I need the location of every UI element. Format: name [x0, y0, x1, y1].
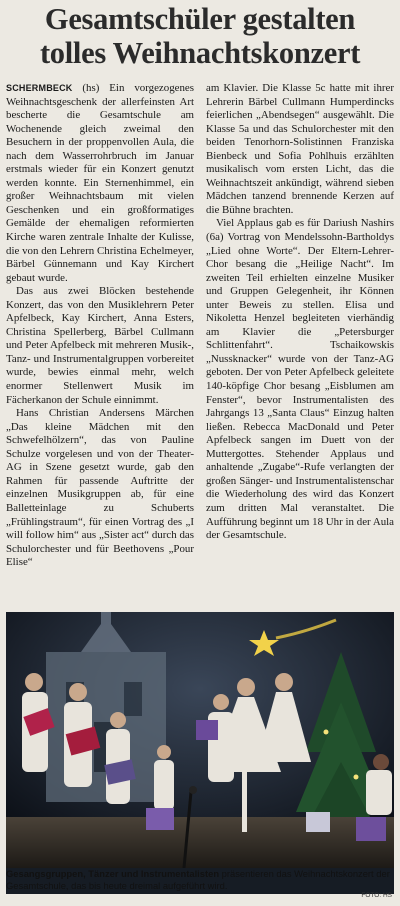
paragraph-2: Das aus zwei Blöcken bestehende Konzert, das von den Musiklehrern Peter Apfelbeck, Kay Kirchert, Anna Esters, Christina Spellerberg, Bärbel Cullmann und Peter Apfelbeck mit mehreren Musik-, Tanz- und Instrumentalgruppen vorbereitet wurde, bewies einmal mehr, welch enormer Stellenwert Musik im Fächerkanon der Schule einnimmt.	[6, 285, 194, 406]
headline-line-2: tolles Weihnachtskonzert	[39, 36, 361, 70]
paragraph-3: Hans Christian Andersens Märchen „Das kleine Mädchen mit den Schwefelhölzern“, das von Pauline Schulze vorgelesen und von der Theater-AG in Szene gesetzt wurde, gab den Rahmen für passende Auftritte der einzelnen Musikgruppen ab, für eine Balletteinlage zu Schuberts „Frühlingstraum“, für einen Vortrag des „I will follow him“ aus „Sister act“ durch das Schulorchester und für Beethovens „Pour Elise“	[6, 407, 194, 569]
dateline: SCHERMBECK	[6, 83, 73, 93]
headline	[6, 2, 394, 70]
headline-line-1: Gesamtschüler gestalten	[44, 2, 356, 36]
article-column-right	[206, 82, 394, 543]
caption-bold: Gesangsgruppen, Tänzer und Instrumentalisten	[6, 868, 220, 879]
photo-caption	[6, 868, 394, 892]
photo-credit: FOTO: HS	[361, 892, 392, 899]
caption-text: präsentieren das Weihnachtskonzert der Gesamtschule, das bis heute dreimal aufgeführt wird.	[6, 868, 390, 891]
paragraph-4: am Klavier. Die Klasse 5c hatte mit ihrer Lehrerin Bärbel Cullmann Humperdincks feierlichen „Abendsegen“ ausgewählt. Die Klasse 5a und das Schulorchester mit den beiden Tenorhorn-Solistinnen Franziska Bienbeck und Sofia Pohlhuis erzählten musikalisch vom ersten Licht, das die Weihnachtszeit ankündigt, während sieben Mädchen tanzend brennende Kerzen auf die Bühne brachten.	[206, 82, 394, 216]
concert-photo	[6, 612, 394, 894]
article-column-left	[6, 82, 194, 570]
paragraph-1-text: (hs) Ein vorgezogenes Weihnachtsgeschenk der allerfeinsten Art bescherte die Gesamtschule am Wochenende gleich zweimal den Besuchern in der proppenvollen Aula, die nach dem Wasserrohrbruch im Januar erstmals wieder für ein Konzert genutzt werden konnte. Ein Sternenhimmel, ein großer Weihnachtsbaum mit vielen Geschenken und ein großformatiges Gemälde der ehemaligen reformierten Kirche waren zentrale Inhalte der Kulisse, die von den Lehrern Christina Echelmeyer, Bärbel Günnemann und Kay Kirchert gebaut wurde.	[6, 82, 194, 284]
paragraph-1	[6, 82, 194, 285]
paragraph-5: Viel Applaus gab es für Dariush Nashirs (6a) Vortrag von Mendelssohn-Bartholdys „Lied ohne Worte“. Der Eltern-Lehrer-Chor besang die „Heilige Nacht“. Im zweiten Teil erhielten einzelne Musiker und Gruppen Gelegenheit, ihr Können unter Beweis zu stellen. Elisa und Nikoletta Henzel begleiteten vierhändig am Klavier die „Petersburger Schlittenfahrt“. Tschaikowskis „Nussknacker“ wurde von der Tanz-AG geboten. Der von Peter Apfelbeck geleitete 140-köpfige Chor besang „Eisblumen am Fenster“, bevor Instrumentalisten des Jahrgangs 13 „Santa Claus“ Einzug halten ließen. Rebecca MacDonald und Peter Apfelbeck sangen im Duett von der Muttergottes. Stehender Applaus und anhaltende „Zugabe“-Rufe verlangten der großen Sänger- und Instrumentalistenschar die Wiederholung des wird das Konzert zum dritten Mal veranstaltet. Die Aufführung beginnt um 18 Uhr in der Aula der Gesamtschule.	[206, 217, 394, 542]
stage-scene	[6, 612, 394, 868]
